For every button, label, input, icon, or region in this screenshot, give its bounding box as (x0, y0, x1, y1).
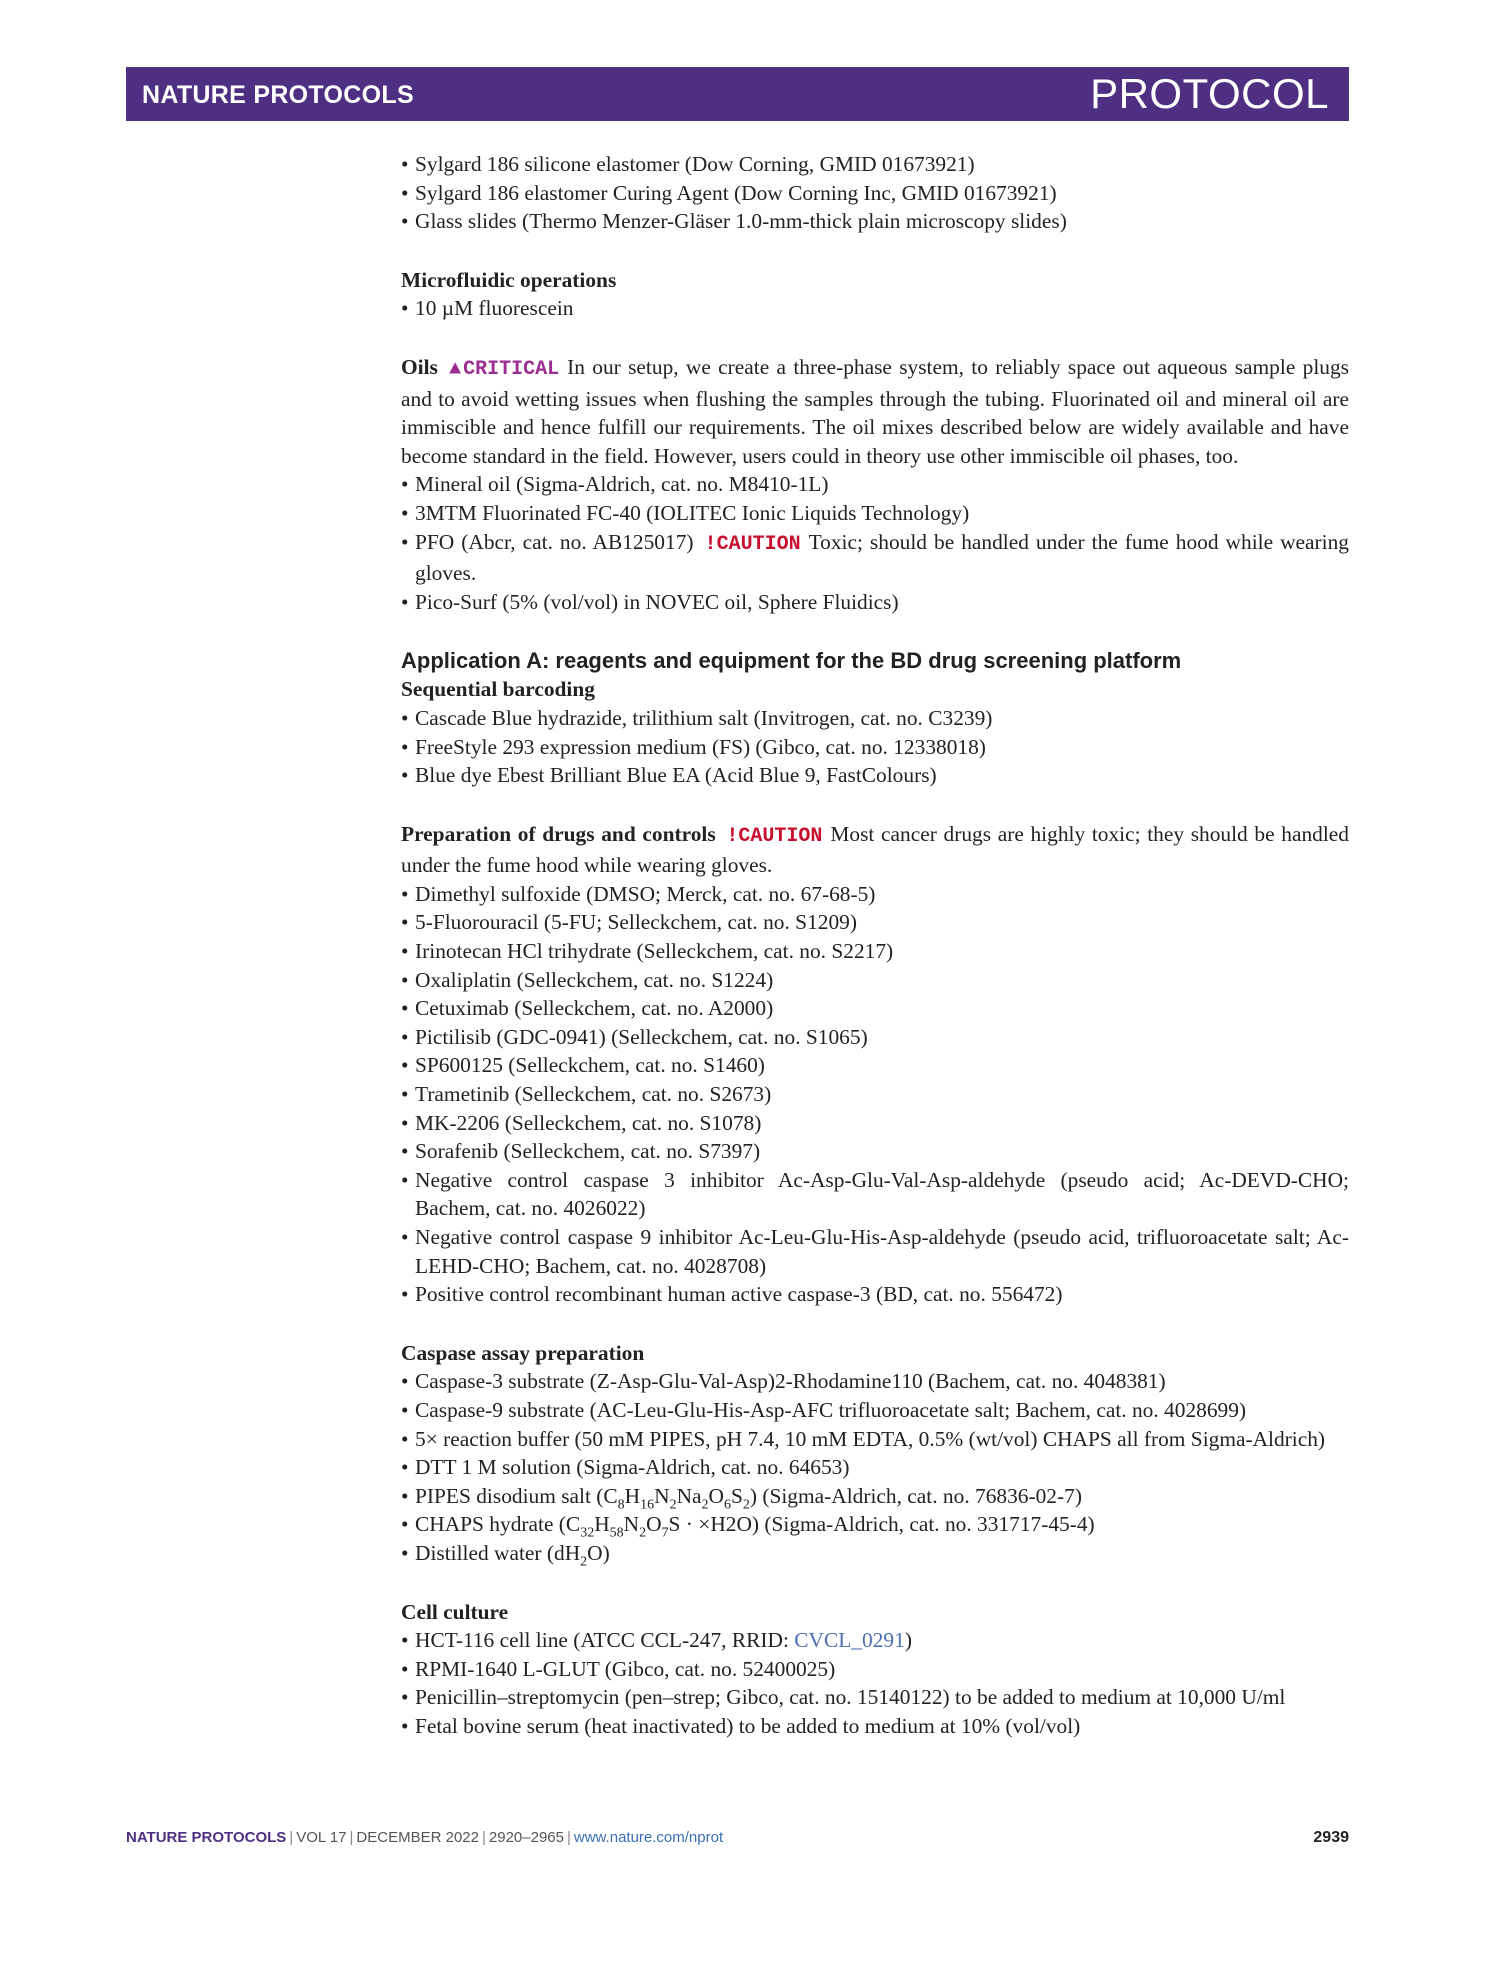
formula-part: N (623, 1512, 640, 1537)
caspase-list (401, 1367, 1349, 1570)
drugs-paragraph (401, 820, 1349, 880)
pipes-prefix: PIPES disodium salt (C (415, 1483, 618, 1508)
formula-part: O (646, 1512, 662, 1537)
list-item: • Sorafenib (Selleckchem, cat. no. S7397) (401, 1137, 1349, 1166)
list-item: • FreeStyle 293 expression medium (FS) (Gibco, cat. no. 12338018) (401, 733, 1349, 762)
caution-label (726, 825, 822, 848)
formula-part: O (708, 1483, 724, 1508)
water-prefix: Distilled water (dH (415, 1540, 581, 1565)
list-item: • MK-2206 (Selleckchem, cat. no. S1078) (401, 1109, 1349, 1138)
subscript: 6 (723, 1497, 731, 1513)
list-item: • Blue dye Ebest Brilliant Blue EA (Acid Blue 9, FastColours) (401, 761, 1349, 790)
footer-separator: | (349, 1829, 354, 1846)
drugs-list (401, 880, 1349, 1309)
list-item: • SP600125 (Selleckchem, cat. no. S1460) (401, 1051, 1349, 1080)
list-item: • Caspase-3 substrate (Z-Asp-Glu-Val-Asp)2-Rhodamine110 (Bachem, cat. no. 4048381) (401, 1367, 1349, 1396)
formula-part: H (624, 1483, 641, 1508)
list-item-water (401, 1539, 1349, 1568)
subscript: 2 (639, 1525, 647, 1541)
subscript: 16 (640, 1497, 655, 1513)
subscript: 2 (669, 1497, 677, 1513)
subscript: 58 (609, 1525, 624, 1541)
oils-list (401, 470, 1349, 616)
chaps-suffix: S · ×H2O) (Sigma-Aldrich, cat. no. 331717-45-4) (668, 1512, 1095, 1537)
footer-date: DECEMBER 2022 (356, 1829, 479, 1846)
formula-part: H (594, 1512, 610, 1537)
footer-volume: VOL 17 (296, 1829, 347, 1846)
formula-part: N (654, 1483, 670, 1508)
list-item: • Pictilisib (GDC-0941) (Selleckchem, cat. no. S1065) (401, 1023, 1349, 1052)
list-item: • RPMI-1640 L-GLUT (Gibco, cat. no. 52400025) (401, 1655, 1349, 1684)
oils-heading: Oils (401, 354, 438, 379)
subscript: 2 (580, 1554, 588, 1570)
page-footer (126, 1829, 1349, 1846)
drugs-heading: Preparation of drugs and controls (401, 821, 716, 846)
list-item: • Trametinib (Selleckchem, cat. no. S2673) (401, 1080, 1349, 1109)
list-item: • Sylgard 186 silicone elastomer (Dow Corning, GMID 01673921) (401, 150, 1349, 179)
intro-list (401, 150, 1349, 236)
rrid-link[interactable]: CVCL_0291 (794, 1628, 905, 1653)
subscript: 2 (701, 1497, 709, 1513)
list-item: • 10 µM fluorescein (401, 294, 1349, 323)
caution-text-label: CAUTION (738, 824, 823, 848)
pfo-text: PFO (Abcr, cat. no. AB125017) (415, 529, 694, 554)
list-item: • Dimethyl sulfoxide (DMSO; Merck, cat. no. 67-68-5) (401, 880, 1349, 909)
list-item: • 5-Fluorouracil (5-FU; Selleckchem, cat. no. S1209) (401, 908, 1349, 937)
list-item: • 5× reaction buffer (50 mM PIPES, pH 7.4, 10 mM EDTA, 0.5% (wt/vol) CHAPS all from Sigma-Aldrich) (401, 1425, 1349, 1454)
list-item-pfo (401, 528, 1349, 588)
list-item: • Sylgard 186 elastomer Curing Agent (Dow Corning Inc, GMID 01673921) (401, 179, 1349, 208)
subscript: 32 (580, 1525, 595, 1541)
footer-separator: | (481, 1829, 486, 1846)
subscript: 8 (617, 1497, 625, 1513)
footer-separator: | (289, 1829, 294, 1846)
list-item: • DTT 1 M solution (Sigma-Aldrich, cat. no. 64653) (401, 1453, 1349, 1482)
critical-triangle-icon: ▲ (449, 357, 464, 381)
hct-close: ) (904, 1628, 912, 1653)
caution-exclamation-icon: ! (704, 532, 717, 556)
list-item: • Negative control caspase 9 inhibitor Ac-Leu-Glu-His-Asp-aldehyde (pseudo acid, trifluoroacetate salt; Ac-LEHD-CHO; Bachem, cat. no. 4028708) (401, 1223, 1349, 1280)
formula-part: S (730, 1483, 743, 1508)
list-item: • Caspase-9 substrate (AC-Leu-Glu-His-Asp-AFC trifluoroacetate salt; Bachem, cat. no. 4028699) (401, 1396, 1349, 1425)
list-item: • Pico-Surf (5% (vol/vol) in NOVEC oil, Sphere Fluidics) (401, 588, 1349, 617)
critical-text: CRITICAL (463, 357, 560, 381)
list-item: • Cetuximab (Selleckchem, cat. no. A2000) (401, 994, 1349, 1023)
critical-label (449, 358, 559, 381)
drugs-section (401, 820, 1349, 1309)
formula-part: Na (676, 1483, 702, 1508)
list-item: • Cascade Blue hydrazide, trilithium salt (Invitrogen, cat. no. C3239) (401, 704, 1349, 733)
subscript: 2 (742, 1497, 750, 1513)
microfluidic-section (401, 266, 1349, 323)
drugs-text: Most cancer drugs are highly toxic; they should be handled under the fume hood while wearing gloves. (401, 821, 1349, 878)
list-item: • Irinotecan HCl trihydrate (Selleckchem, cat. no. S2217) (401, 937, 1349, 966)
caution-label (705, 533, 801, 556)
pipes-suffix: ) (Sigma-Aldrich, cat. no. 76836-02-7) (749, 1483, 1082, 1508)
sequential-heading: Sequential barcoding (401, 677, 595, 702)
list-item-hct (401, 1626, 1349, 1655)
cell-culture-list (401, 1626, 1349, 1740)
application-a-section (401, 646, 1349, 789)
chaps-prefix: CHAPS hydrate (C (415, 1512, 581, 1537)
caution-text-label: CAUTION (716, 532, 801, 556)
list-item: • Glass slides (Thermo Menzer-Gläser 1.0-mm-thick plain microscopy slides) (401, 207, 1349, 236)
page-content (401, 150, 1349, 1771)
list-item: • Mineral oil (Sigma-Aldrich, cat. no. M8410-1L) (401, 470, 1349, 499)
intro-block (401, 150, 1349, 236)
list-item-chaps (401, 1510, 1349, 1539)
hct-text: HCT-116 cell line (ATCC CCL-247, RRID: (415, 1628, 795, 1653)
footer-journal: NATURE PROTOCOLS (126, 1829, 287, 1846)
page-number: 2939 (1313, 1829, 1349, 1846)
microfluidic-heading: Microfluidic operations (401, 267, 617, 292)
microfluidic-list (401, 294, 1349, 323)
list-item: • Positive control recombinant human active caspase-3 (BD, cat. no. 556472) (401, 1280, 1349, 1309)
oils-text: In our setup, we create a three-phase system, to reliably space out aqueous sample plugs and to avoid wetting issues when flushing the samples through the tubing. Fluorinated oil and mineral oil are immiscible and hence fulfill our requirements. The oil mixes described below are widely available and have become standard in the field. However, users could in theory use other immiscible oil phases, too. (401, 354, 1349, 468)
caution-exclamation-icon: ! (726, 824, 739, 848)
oils-section (401, 353, 1349, 616)
header-bar (126, 67, 1349, 121)
list-item: • Penicillin–streptomycin (pen–strep; Gibco, cat. no. 15140122) to be added to medium at 10,000 U/ml (401, 1683, 1349, 1712)
subscript: 7 (661, 1525, 669, 1541)
cell-culture-heading: Cell culture (401, 1599, 509, 1624)
footer-separator: | (566, 1829, 571, 1846)
water-suffix: O) (587, 1540, 610, 1565)
sequential-list (401, 704, 1349, 790)
journal-name: NATURE PROTOCOLS (142, 81, 414, 109)
caspase-heading: Caspase assay preparation (401, 1340, 645, 1365)
list-item: • Oxaliplatin (Selleckchem, cat. no. S1224) (401, 966, 1349, 995)
footer-url-link[interactable]: www.nature.com/nprot (573, 1829, 724, 1846)
caspase-section (401, 1339, 1349, 1568)
list-item: • Negative control caspase 3 inhibitor Ac-Asp-Glu-Val-Asp-aldehyde (pseudo acid; Ac-DEVD-CHO; Bachem, cat. no. 4026022) (401, 1166, 1349, 1223)
list-item: • 3MTM Fluorinated FC-40 (IOLITEC Ionic Liquids Technology) (401, 499, 1349, 528)
list-item: • Fetal bovine serum (heat inactivated) to be added to medium at 10% (vol/vol) (401, 1712, 1349, 1741)
oils-paragraph (401, 353, 1349, 470)
pfo-caution-text: Toxic; should be handled under the fume hood while wearing gloves. (415, 529, 1349, 586)
list-item-pipes (401, 1482, 1349, 1511)
footer-pages: 2920–2965 (488, 1829, 564, 1846)
application-a-heading: Application A: reagents and equipment for the BD drug screening platform (401, 648, 1182, 674)
section-label: PROTOCOL (1090, 70, 1329, 117)
cell-culture-section (401, 1598, 1349, 1741)
